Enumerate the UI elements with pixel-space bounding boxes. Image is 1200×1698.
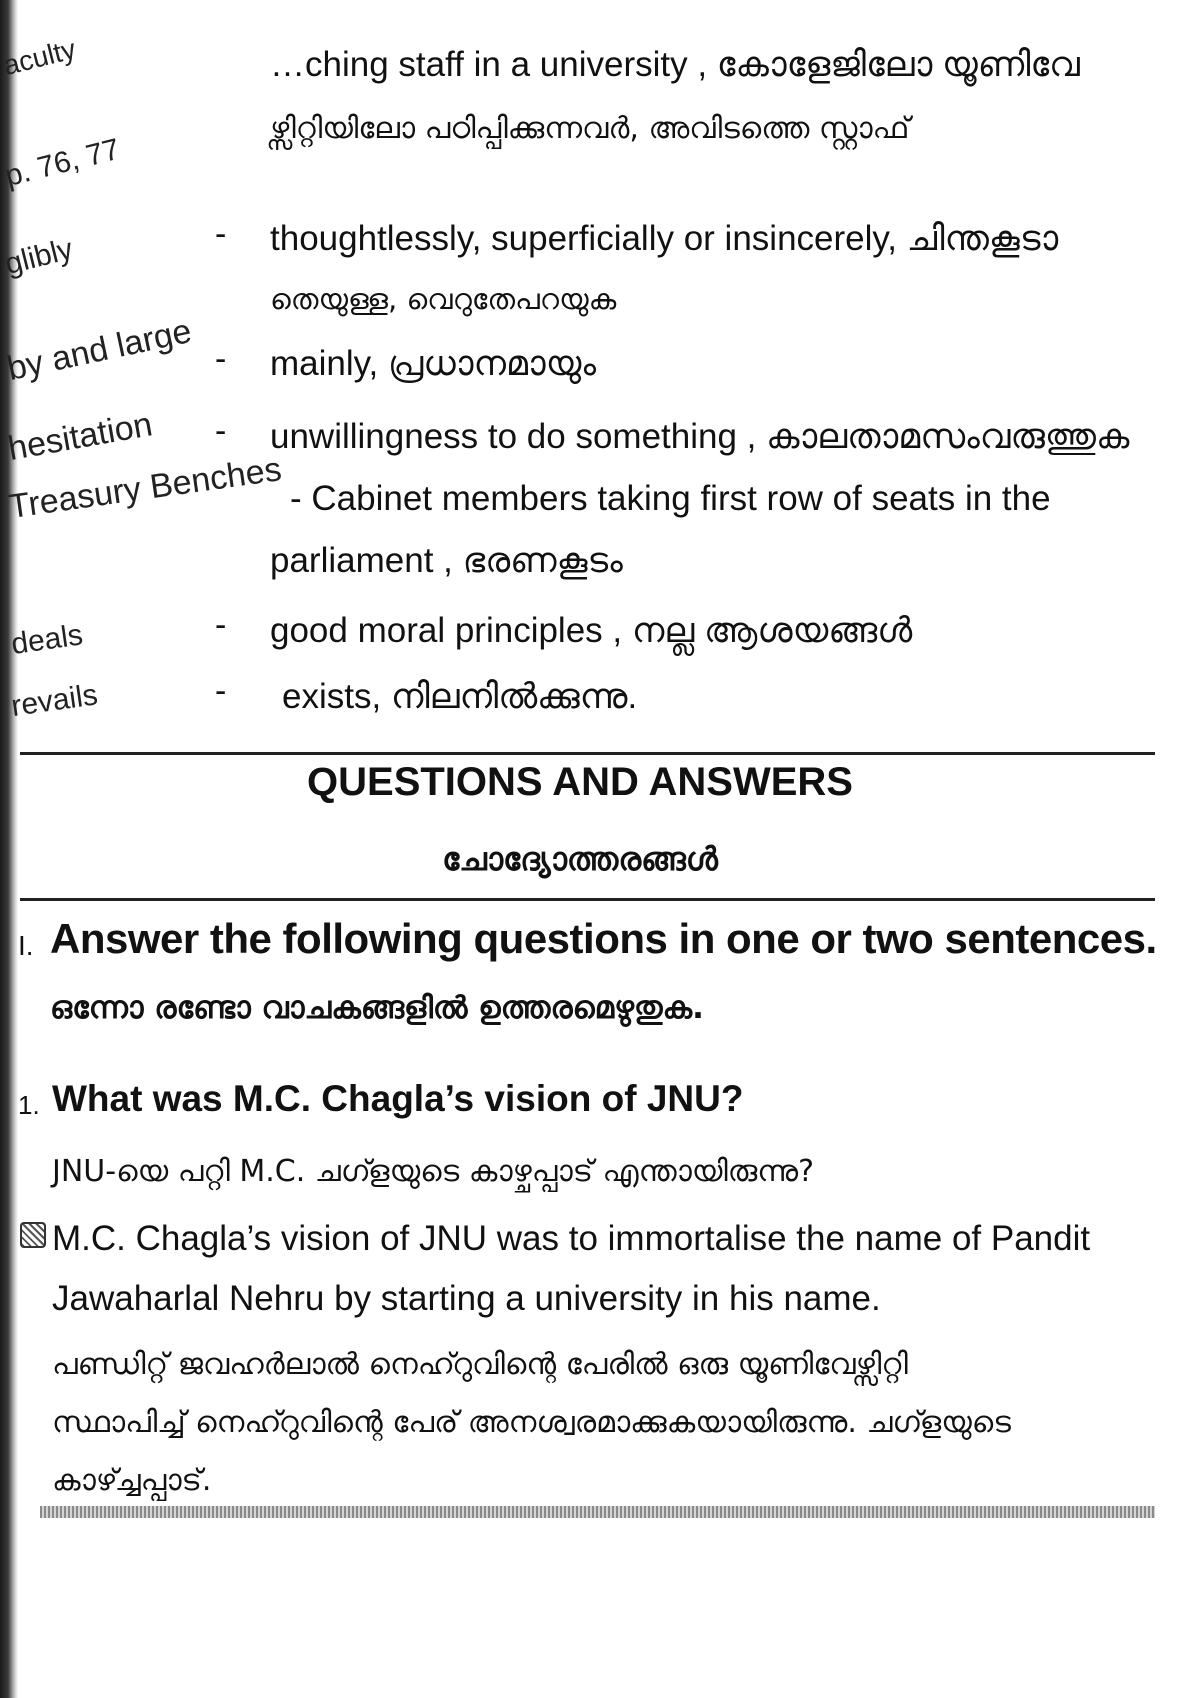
answer-malayalam-line-1: പണ്ഡിറ്റ് ജവഹർലാൽ നെഹ്റുവിന്റെ പേരിൽ ഒരു യൂണിവേഴ്സിറ്റി	[52, 1347, 908, 1382]
part-number: I.	[18, 930, 34, 961]
definition-treasury-benches-line2: parliament , ഭരണകൂടം	[270, 541, 623, 580]
question-text-malayalam: JNU-യെ പറ്റി M.C. ചഗ്ളയുടെ കാഴ്ചപ്പാട് എന്തായിരുന്നു?	[52, 1154, 815, 1189]
definition-faculty-line1: …ching staff in a university , കോളേജിലോ യൂണിവേ	[270, 45, 1080, 84]
question-number: 1.	[18, 1090, 40, 1120]
definition-glibly-line2: തെയുള്ള, വെറുതേപറയുക	[270, 282, 617, 316]
margin-page-reference: p. 76, 77	[1, 132, 124, 194]
dash-prevails: -	[215, 672, 227, 710]
margin-term-prevails: revails	[9, 678, 100, 724]
section-top-rule	[20, 752, 1155, 755]
dash-hesitation: -	[215, 412, 227, 450]
margin-term-treasury-benches: Treasury Benches	[6, 450, 284, 527]
part-heading-malayalam: ഒന്നോ രണ്ടോ വാചകങ്ങളിൽ ഉത്തരമെഴുതുക.	[50, 990, 704, 1026]
margin-term-faculty: aculty	[0, 33, 79, 82]
answer-icon	[20, 1222, 46, 1248]
hatched-divider	[40, 1506, 1155, 1518]
margin-term-hesitation: hesitation	[5, 405, 156, 469]
definition-treasury-benches-line1: - Cabinet members taking first row of seats in the	[290, 479, 1051, 518]
dash-ideals: -	[215, 606, 227, 644]
definition-by-and-large: mainly, പ്രധാനമായും	[270, 344, 597, 383]
section-subtitle: ചോദ്യോത്തരങ്ങൾ	[442, 840, 718, 878]
dash-glibly: -	[215, 215, 227, 253]
definition-glibly-line1: thoughtlessly, superficially or insincerely, ചിന്തകൂടാ	[270, 219, 1059, 258]
definition-prevails: exists, നിലനിൽക്കുന്നു.	[282, 677, 638, 716]
section-title: QUESTIONS AND ANSWERS	[307, 760, 853, 804]
answer-line-2: Jawaharlal Nehru by starting a university in his name.	[52, 1279, 881, 1318]
margin-term-glibly: glibly	[1, 232, 77, 282]
margin-term-by-and-large: by and large	[3, 311, 195, 389]
definition-hesitation: unwillingness to do something , കാലതാമസംവരുത്തുക	[270, 417, 1130, 456]
section-bottom-rule	[20, 898, 1155, 901]
definition-ideals: good moral principles , നല്ല ആശയങ്ങൾ	[270, 611, 913, 650]
answer-malayalam-line-2: സ്ഥാപിച്ച് നെഹ്റുവിന്റെ പേര് അനശ്വരമാക്കുകയായിരുന്നു. ചഗ്ളയുടെ	[52, 1405, 1011, 1440]
dash-by-and-large: -	[215, 340, 227, 378]
margin-term-ideals: deals	[9, 618, 85, 662]
definition-faculty-line2: ഴ്സിറ്റിയിലോ പഠിപ്പിക്കുന്നവർ, അവിടത്തെ സ്റ്റാഫ്	[270, 111, 910, 146]
question-text: What was M.C. Chagla’s vision of JNU?	[52, 1078, 744, 1119]
part-heading: Answer the following questions in one or two sentences.	[50, 915, 1157, 962]
answer-malayalam-line-3: കാഴ്ച്ചപ്പാട്.	[52, 1463, 212, 1498]
answer-line-1: M.C. Chagla’s vision of JNU was to immortalise the name of Pandit	[52, 1219, 1091, 1258]
